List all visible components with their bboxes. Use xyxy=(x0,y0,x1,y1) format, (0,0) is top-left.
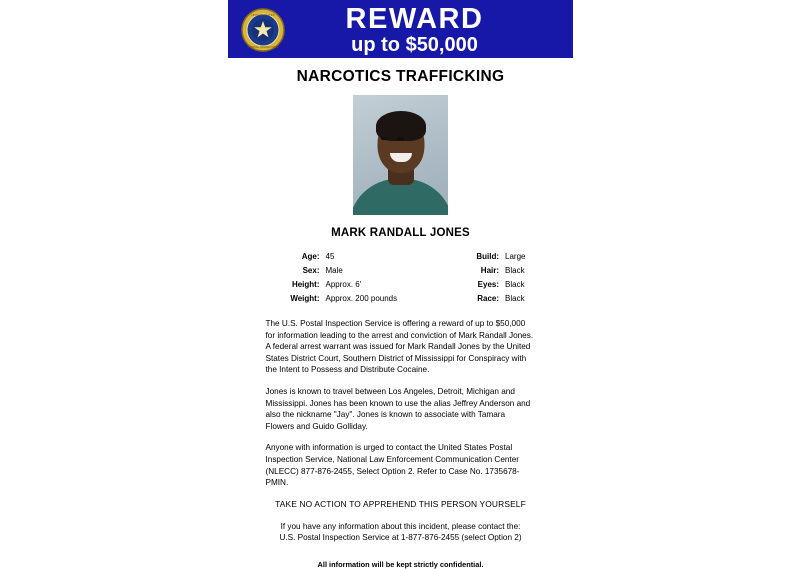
paragraph-contact-instructions: Anyone with information is urged to contact the United States Postal Inspection Service, National Law Enforcement Communication Center (NLECC) 877-876-2455, Select Option 2. Refer to Case No. 1735678-PMIN. xyxy=(265,443,520,488)
attribute-label: Eyes: xyxy=(477,280,500,289)
subject-name: MARK RANDALL JONES xyxy=(331,227,470,239)
body-copy xyxy=(266,318,536,489)
attributes-left-column xyxy=(276,251,398,304)
attribute-value: Large xyxy=(505,252,526,261)
postal-inspection-service-seal-icon xyxy=(241,8,285,52)
attribute-row xyxy=(276,279,398,290)
attribute-value: Approx. 200 pounds xyxy=(325,294,398,303)
photo-eye-left xyxy=(381,137,388,140)
paragraph-travel-aliases: Jones is known to travel between Los Angeles, Detroit, Michigan and Mississippi. Jones has been known to use the alias Jeffrey Anderson and also the nickname "Jay". Jones is known to associate with Tamara Flowers and Guido Golliday. xyxy=(265,386,531,431)
photo-eye-right xyxy=(397,137,404,140)
attribute-row xyxy=(465,293,525,304)
attribute-value: Black xyxy=(505,294,525,303)
attribute-row xyxy=(465,279,525,290)
attribute-row xyxy=(276,265,398,276)
attribute-row xyxy=(465,251,525,262)
attribute-label: Height: xyxy=(291,280,320,289)
poster-sheet xyxy=(228,0,573,569)
attribute-label: Weight: xyxy=(290,294,320,303)
subject-photo xyxy=(353,95,448,215)
paragraph-reward-details: The U.S. Postal Inspection Service is offering a reward of up to $50,000 for information leading to the arrest and conviction of Mark Randall Jones. A federal arrest warrant was issued for Mark Randall Jones by the United States District Court, Southern District of Mississippi for Conspiracy with the Intent to Possess and Distribute Cocaine. xyxy=(265,319,534,375)
attribute-label: Age: xyxy=(301,252,320,261)
attribute-row xyxy=(276,293,398,304)
attribute-value: Black xyxy=(505,266,525,275)
attribute-value: Approx. 6' xyxy=(325,280,362,289)
crime-type: NARCOTICS TRAFFICKING xyxy=(296,68,505,85)
attribute-value: Black xyxy=(505,280,525,289)
reward-title: REWARD xyxy=(345,3,484,35)
contact-line-1: If you have any information about this incident, please contact the: xyxy=(280,521,521,531)
attribute-label: Hair: xyxy=(480,266,500,275)
attributes-table xyxy=(276,251,526,304)
attributes-right-column xyxy=(465,251,525,304)
warning-notice: TAKE NO ACTION TO APPREHEND THIS PERSON YOURSELF xyxy=(275,498,526,509)
confidentiality-note: All information will be kept strictly confidential. xyxy=(317,559,484,569)
svg-text:UNITED STATES: UNITED STATES xyxy=(251,13,275,17)
reward-banner xyxy=(228,0,573,58)
attribute-value: 45 xyxy=(325,252,335,261)
photo-container xyxy=(228,95,573,215)
attribute-label: Sex: xyxy=(302,266,320,275)
attribute-row xyxy=(465,265,525,276)
attribute-value: Male xyxy=(325,266,343,275)
attribute-label: Build: xyxy=(476,252,500,261)
attribute-label: Race: xyxy=(477,294,500,303)
reward-amount: up to $50,000 xyxy=(351,34,478,56)
contact-line-2: U.S. Postal Inspection Service at 1-877-876-2455 (select Option 2) xyxy=(279,533,522,543)
attribute-row xyxy=(276,251,398,262)
svg-text:POSTAL INSPECTION: POSTAL INSPECTION xyxy=(247,45,279,49)
contact-block xyxy=(251,521,551,544)
